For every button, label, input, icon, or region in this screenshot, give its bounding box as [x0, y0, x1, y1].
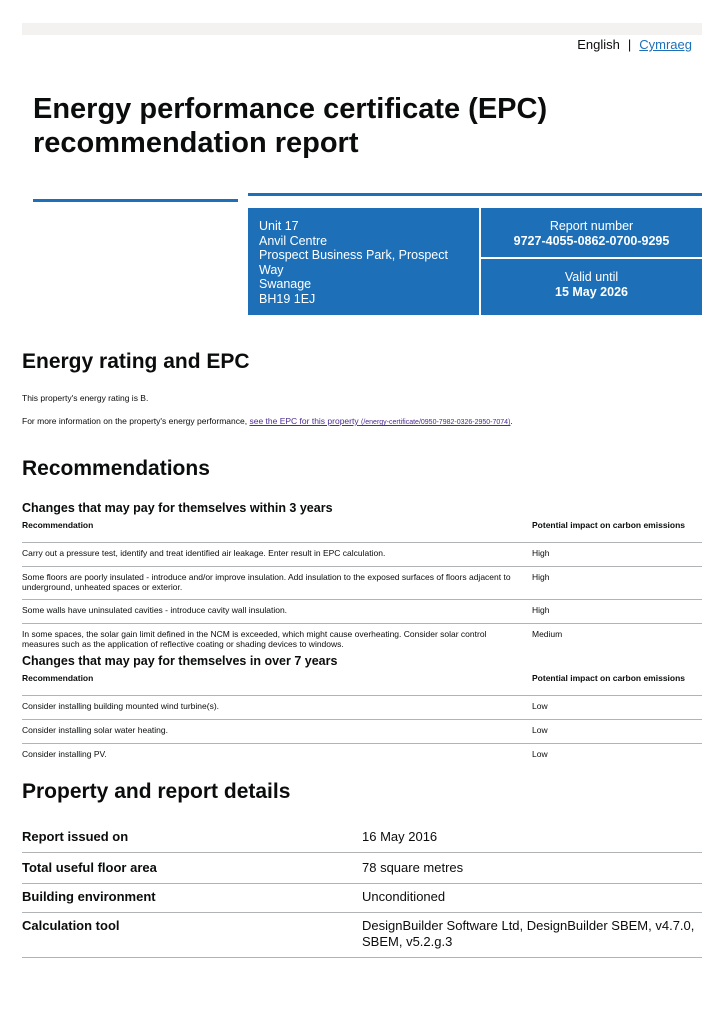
epc-link-text: see the EPC for this property: [249, 416, 359, 426]
table-row: [22, 719, 702, 743]
impact-value: Low: [532, 749, 548, 759]
impact-value: Low: [532, 701, 548, 711]
impact-value: Low: [532, 725, 548, 735]
group-title-7-years: Changes that may pay for themselves in over 7 years: [22, 654, 338, 668]
recommendation-text: Some walls have uninsulated cavities - introduce cavity wall insulation.: [22, 605, 288, 615]
table-row: [22, 566, 702, 599]
impact-value: High: [532, 548, 550, 558]
details-key: Total useful floor area: [22, 860, 157, 875]
more-info-suffix: .: [510, 416, 513, 426]
summary-rule: [248, 193, 702, 196]
details-value: Unconditioned: [362, 889, 446, 904]
table-header: [22, 521, 702, 542]
details-row: [22, 913, 702, 958]
recommendation-text: Consider installing solar water heating.: [22, 725, 168, 735]
table-header: [22, 674, 702, 695]
valid-until-box: [481, 259, 702, 315]
recommendation-text: Some floors are poorly insulated - introduce and/or improve insulation. Add insulation to the exposed surfaces of floors adjacent to underground, unheated spaces or exterior.: [22, 572, 511, 592]
group-title-3-years: Changes that may pay for themselves within 3 years: [22, 501, 333, 515]
recommendations-table-3-years: [22, 521, 702, 654]
address-line: Way: [259, 262, 284, 277]
impact-value: High: [532, 572, 550, 582]
address-line: Prospect Business Park, Prospect: [259, 248, 448, 263]
energy-rating-text: This property's energy rating is B.: [22, 393, 149, 403]
details-table: [22, 826, 702, 958]
report-number-box: [481, 208, 702, 257]
table-row: [22, 743, 702, 767]
table-row: [22, 542, 702, 566]
energy-more-info: [22, 416, 513, 426]
impact-value: High: [532, 605, 550, 615]
details-heading: Property and report details: [22, 780, 291, 803]
address-line: Anvil Centre: [259, 233, 328, 248]
details-key: Calculation tool: [22, 918, 120, 933]
table-row: [22, 623, 702, 654]
recommendation-text: In some spaces, the solar gain limit defined in the NCM is exceeded, which might cause overheating. Consider solar control measures such as the application of reflective coating or shading devices to windows.: [22, 629, 487, 649]
language-switcher: [577, 37, 692, 52]
details-value: DesignBuilder Software Ltd, DesignBuilder SBEM, v4.7.0, SBEM, v5.2.g.3: [362, 918, 695, 949]
details-key: Report issued on: [22, 829, 129, 844]
language-welsh-link[interactable]: Cymraeg: [639, 37, 692, 52]
report-number-value: 9727-4055-0862-0700-9295: [513, 233, 670, 248]
energy-heading: Energy rating and EPC: [22, 350, 250, 373]
details-row: [22, 826, 702, 853]
recommendation-text: Consider installing PV.: [22, 749, 107, 759]
table-row: [22, 599, 702, 623]
report-number-label: Report number: [549, 219, 634, 233]
page-title-line-2: recommendation report: [33, 127, 359, 159]
details-row: [22, 853, 702, 884]
impact-value: Medium: [532, 629, 563, 639]
recommendation-text: Carry out a pressure test, identify and treat identified air leakage. Enter result in EPC calculation.: [22, 548, 386, 558]
top-bar: [22, 23, 702, 35]
recommendations-table-7-years: [22, 674, 702, 767]
details-key: Building environment: [22, 889, 156, 904]
address-postcode: BH19 1EJ: [259, 291, 316, 306]
address-line: Swanage: [259, 277, 312, 292]
more-info-prefix: For more information on the property's energy performance,: [22, 416, 248, 426]
col-recommendation: Recommendation: [22, 673, 94, 683]
language-separator: |: [627, 37, 632, 52]
page-title: [33, 92, 633, 160]
col-impact: Potential impact on carbon emissions: [532, 520, 686, 530]
language-english: English: [577, 37, 620, 52]
col-recommendation: Recommendation: [22, 520, 94, 530]
col-impact: Potential impact on carbon emissions: [532, 673, 686, 683]
recommendation-text: Consider installing building mounted wind turbine(s).: [22, 701, 220, 711]
valid-until-label: Valid until: [564, 270, 619, 284]
valid-until-value: 15 May 2026: [555, 284, 628, 299]
page-title-line-1: Energy performance certificate (EPC): [33, 93, 548, 125]
details-value: 16 May 2016: [362, 829, 438, 844]
recommendations-heading: Recommendations: [22, 457, 210, 480]
epc-link-path: (/energy-certificate/0950-7982-0326-2950-7074): [360, 419, 511, 426]
epc-link[interactable]: [249, 416, 513, 426]
details-value: 78 square metres: [362, 860, 464, 875]
address-box: [248, 208, 479, 315]
title-rule: [33, 199, 238, 202]
address-line: Unit 17: [259, 219, 299, 233]
table-row: [22, 695, 702, 719]
details-row: [22, 884, 702, 913]
